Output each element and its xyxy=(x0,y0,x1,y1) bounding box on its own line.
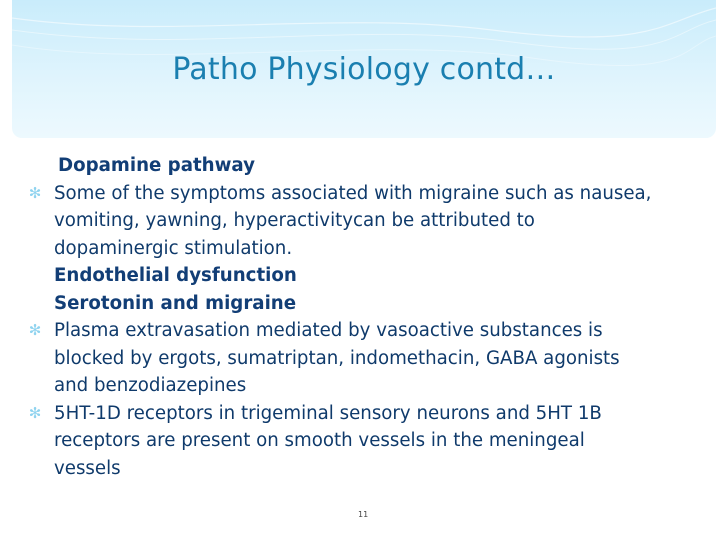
heading-endothelial xyxy=(30,262,700,290)
text-line: vessels xyxy=(54,457,121,479)
text-line: vomiting, yawning, hyperactivitycan be attributed to xyxy=(54,210,535,231)
heading-serotonin xyxy=(30,290,700,318)
bullet-item-receptors xyxy=(30,400,700,483)
text-line: receptors are present on smooth vessels in the meningeal xyxy=(54,430,585,451)
bullet-item-plasma xyxy=(30,317,700,400)
text-line: 5HT-1D receptors in trigeminal sensory neurons and 5HT 1B xyxy=(54,402,602,424)
page-number: 11 xyxy=(358,510,369,519)
bullet-item-dopamine xyxy=(30,180,700,263)
slide-title: Patho Physiology contd… xyxy=(172,52,556,87)
title-header-band xyxy=(12,0,716,138)
text-line: Plasma extravasation mediated by vasoactive substances is xyxy=(54,320,603,341)
heading-dopamine-text: Dopamine pathway xyxy=(58,155,255,176)
bullet-icon: ✻ xyxy=(28,321,42,339)
bullet-icon: ✻ xyxy=(28,183,42,202)
bullet-icon: ✻ xyxy=(28,403,42,422)
heading-dopamine xyxy=(30,152,700,180)
heading-endothelial-text: Endothelial dysfunction xyxy=(54,265,297,286)
slide-body xyxy=(30,152,700,482)
text-line: blocked by ergots, sumatriptan, indomethacin, GABA agonists xyxy=(54,347,620,369)
text-line: and benzodiazepines xyxy=(54,375,247,396)
heading-serotonin-text: Serotonin and migraine xyxy=(54,292,297,314)
text-line: dopaminergic stimulation. xyxy=(54,237,293,259)
text-line: Some of the symptoms associated with migraine such as nausea, xyxy=(54,182,652,204)
